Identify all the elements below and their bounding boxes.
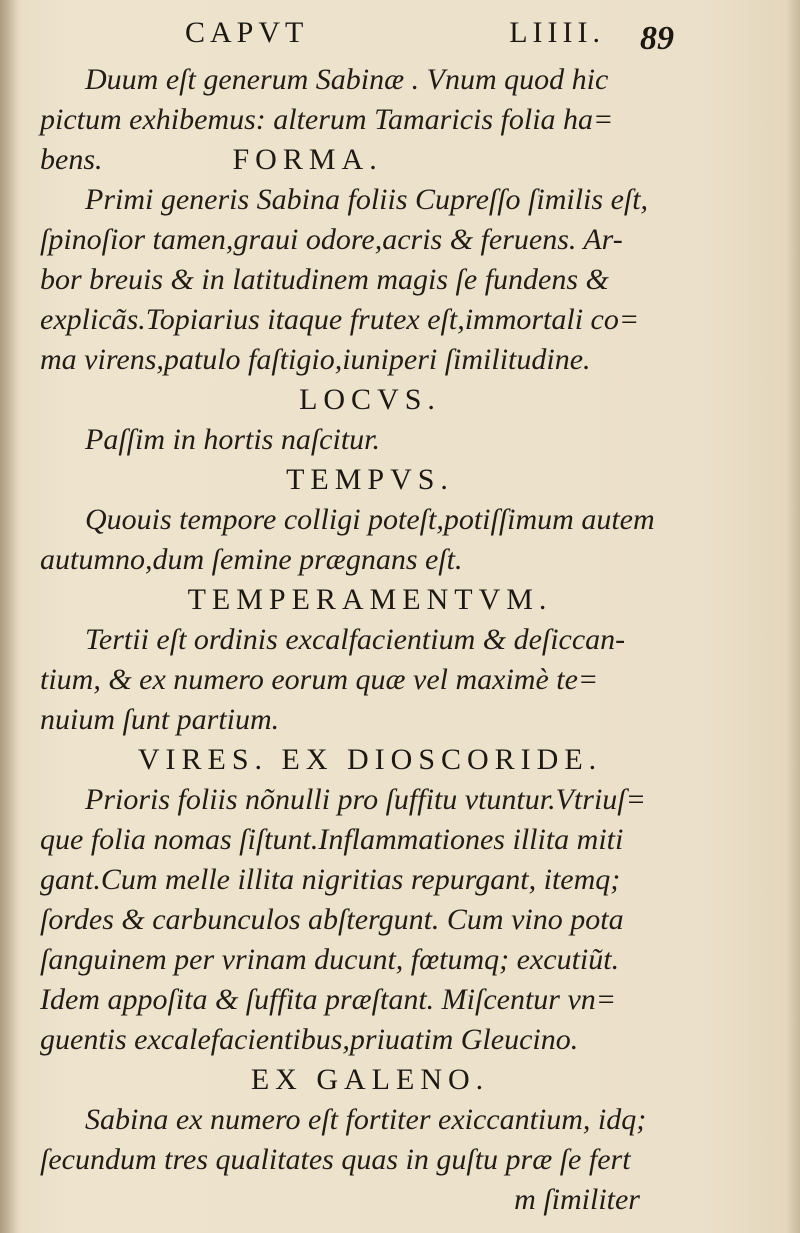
body-text — [40, 60, 700, 1220]
text-line: autumno,dum ſemine prægnans eſt. — [40, 543, 463, 576]
section-heading-temperamentum: TEMPERAMENTVM. — [187, 583, 553, 616]
text-line: ſpinoſior tamen,graui odore,acris & feruens. Ar- — [40, 223, 623, 256]
catchword-line: m ſimiliter — [514, 1183, 640, 1216]
text-line: explicãs.Topiarius itaque frutex eſt,immortali co= — [40, 303, 640, 336]
text-line: Tertii eſt ordinis excalfacientium & deſiccan- — [85, 623, 626, 656]
text-line: Duum eſt generum Sabinæ . Vnum quod hic — [85, 63, 609, 96]
section-heading-vires: VIRES. EX DIOSCORIDE. — [137, 743, 603, 776]
text-line: Quouis tempore colligi poteſt,potiſſimum autem — [85, 503, 655, 536]
text-line: ſecundum tres qualitates quas in guſtu præ ſe fert — [40, 1143, 631, 1176]
section-heading-galeno: EX GALENO. — [250, 1063, 490, 1096]
text-line: nuium ſunt partium. — [40, 703, 280, 736]
text-line: gant.Cum melle illita nigritias repurgant, itemq; — [40, 863, 621, 896]
section-heading-forma: FORMA. — [232, 143, 383, 176]
text-line: Idem appoſita & ſuffita præſtant. Miſcentur vn= — [40, 983, 617, 1016]
text-line: ſanguinem per vrinam ducunt, fœtumq; excutiũt. — [40, 943, 620, 976]
section-heading-tempus: TEMPVS. — [286, 463, 454, 496]
text-line: guentis excalefacientibus,priuatim Gleucino. — [40, 1023, 579, 1056]
running-head — [185, 16, 605, 50]
running-head-number: LIIII. — [509, 16, 605, 49]
running-head-caput: CAPVT — [185, 16, 309, 49]
gutter-shadow — [0, 0, 18, 1233]
text-line: bens. — [40, 143, 103, 176]
section-heading-locus: LOCVS. — [299, 383, 441, 416]
text-line: que folia nomas ſiſtunt.Inflammationes illita miti — [40, 823, 624, 856]
text-line: Primi generis Sabina foliis Cupreſſo ſimilis eſt, — [85, 183, 649, 216]
text-line: ſordes & carbunculos abſtergunt. Cum vino pota — [40, 903, 624, 936]
text-line: bor breuis & in latitudinem magis ſe fundens & — [40, 263, 609, 296]
text-line: Sabina ex numero eſt fortiter exiccantium, idq; — [85, 1103, 647, 1136]
text-line: pictum exhibemus: alterum Tamaricis folia ha= — [40, 103, 614, 136]
text-line: Paſſim in hortis naſcitur. — [85, 423, 381, 456]
page-edge — [786, 0, 800, 1233]
text-line: ma virens,patulo faſtigio,iuniperi ſimilitudine. — [40, 343, 591, 376]
page-number: 89 — [640, 20, 674, 57]
text-line-with-heading — [40, 140, 700, 180]
text-line: Prioris foliis nõnulli pro ſuffitu vtuntur.Vtriuſ= — [85, 783, 646, 816]
text-line: tium, & ex numero eorum quæ vel maximè te= — [40, 663, 599, 696]
